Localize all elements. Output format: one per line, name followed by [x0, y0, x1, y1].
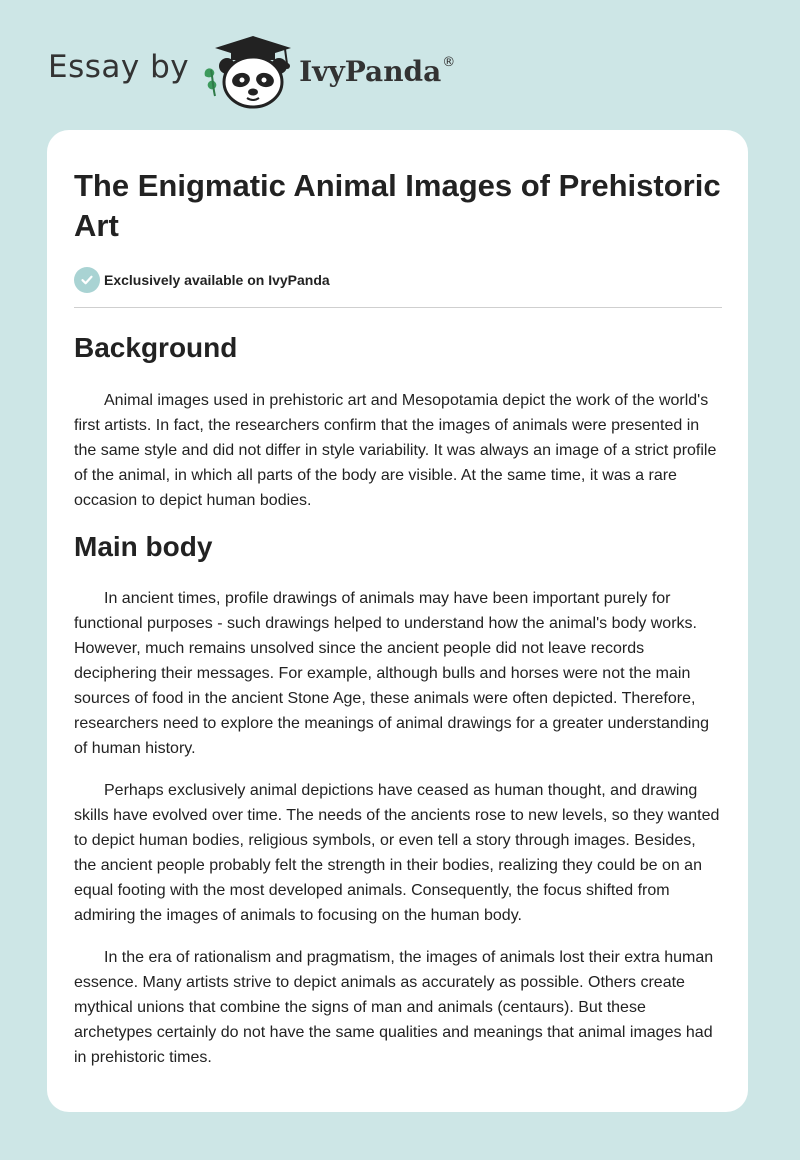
essay-card [47, 130, 748, 1112]
brand-name[interactable] [299, 55, 455, 88]
brand-header [48, 28, 455, 118]
check-circle-icon [74, 267, 100, 293]
exclusive-badge [74, 266, 722, 294]
paragraph: Animal images used in prehistoric art and Mesopotamia depict the work of the world's first artists. In fact, the researchers confirm that the images of animals were presented in the same style and did not differ in style variability. It was always an image of a strict profile of the animal, in which all parts of the body are visible. At the same time, it was a rare occasion to depict human bodies. [74, 392, 717, 509]
essay-title: The Enigmatic Animal Images of Prehistoric Art [74, 168, 721, 243]
divider [74, 307, 722, 308]
brand-name-text: IvyPanda [299, 54, 442, 88]
brand-prefix: Essay by [48, 49, 190, 85]
registered-mark: ® [442, 55, 456, 71]
section-heading-background: Background [74, 332, 238, 363]
section-heading-main-body: Main body [74, 531, 213, 562]
paragraph: Perhaps exclusively animal depictions have ceased as human thought, and drawing skills have evolved over time. The needs of the ancients rose to new levels, so they wanted to depict human bodies, religious symbols, or even tell a story through images. Besides, the ancient people probably felt the strength in their bodies, realizing they could be on an equal footing with the most developed animals. Consequently, the focus shifted from admiring the images of animals to focusing on the human body. [74, 782, 720, 924]
exclusive-badge-text: Exclusively available on IvyPanda [104, 272, 330, 288]
paragraph: In the era of rationalism and pragmatism, the images of animals lost their extra human essence. Many artists strive to depict animals as accurately as possible. Others create mythical unions that combine the signs of man and animals (centaurs). But these archetypes certainly do not have the same qualities and meanings that animal images had in prehistoric times. [74, 949, 714, 1066]
paragraph: In ancient times, profile drawings of animals may have been important purely for functional purposes - such drawings helped to understand how the animal's body works. However, much remains unsolved since the ancient people did not leave records deciphering their messages. For example, although bulls and horses were not the main sources of food in the ancient Stone Age, these animals were often depicted. Therefore, researchers need to explore the meanings of animal drawings for a greater understanding of human history. [74, 590, 710, 757]
ivypanda-logo-icon[interactable] [201, 30, 293, 112]
